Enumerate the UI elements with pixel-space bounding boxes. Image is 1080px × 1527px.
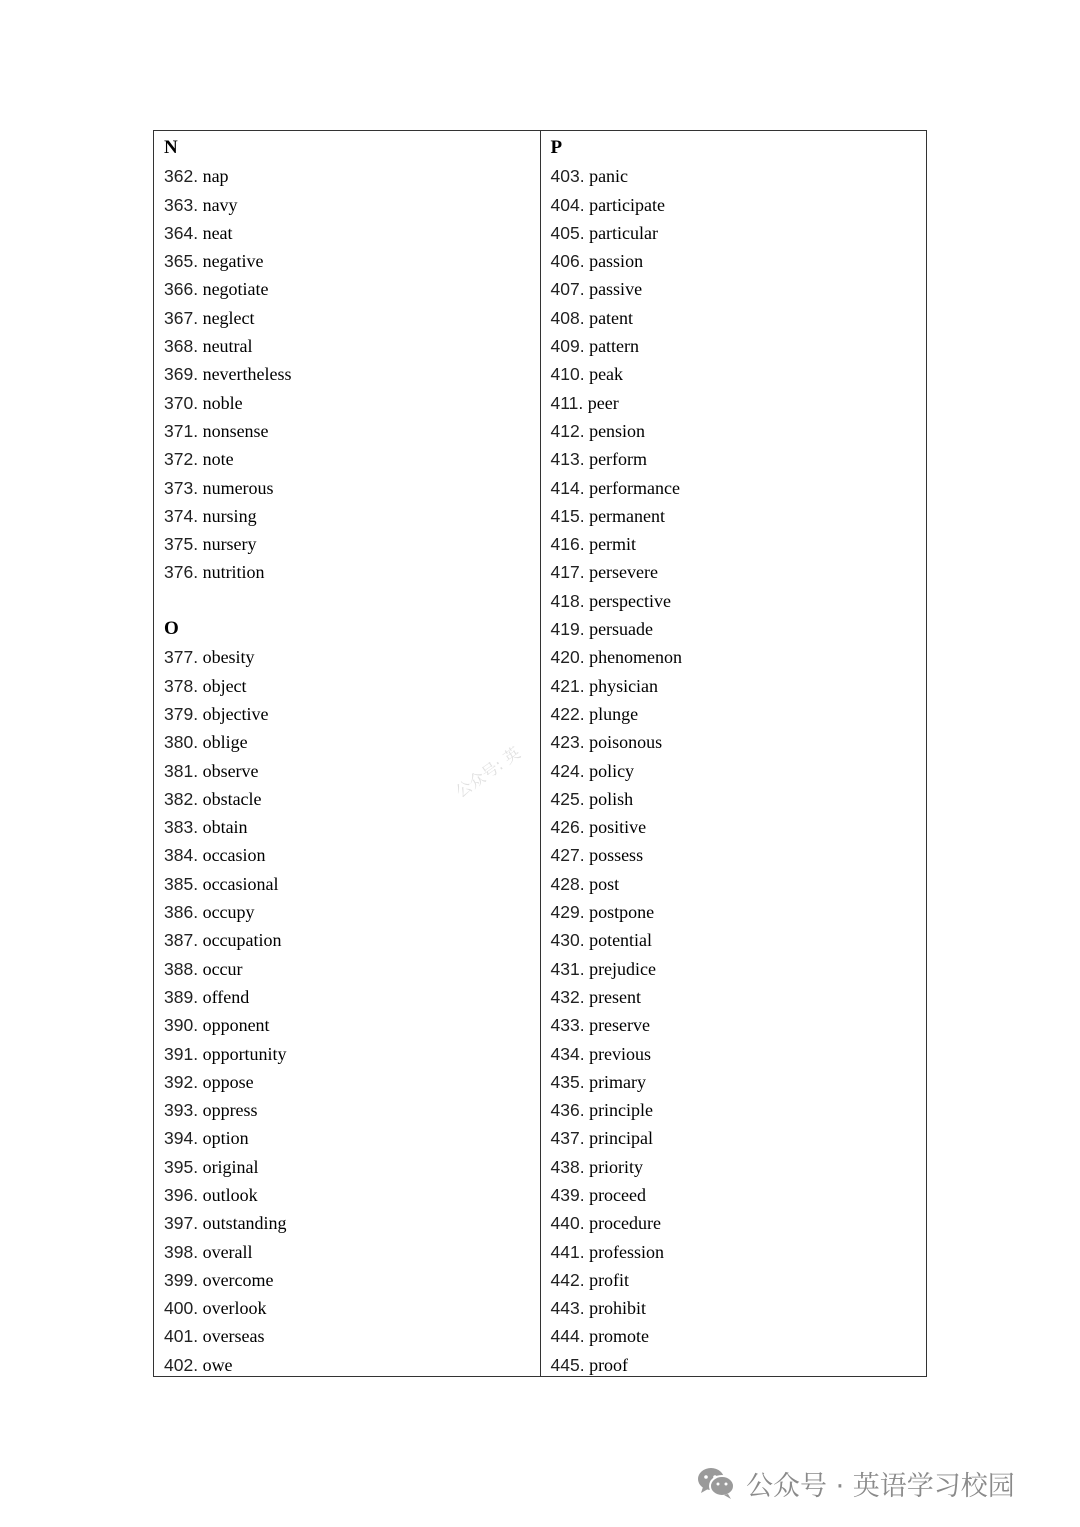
entry-word: navy [202,194,238,215]
vocab-entry [164,728,540,756]
vocab-entry [551,275,927,303]
entry-word: occasion [202,845,266,866]
entry-number: 418. [550,590,585,611]
entry-number: 388. [164,958,199,979]
entry-word: negotiate [202,279,269,300]
entry-number: 409. [550,336,585,357]
vocab-entry [551,332,927,360]
vocab-entry [164,1124,540,1152]
section-spacer [164,587,540,615]
entry-word: negative [202,251,264,272]
entry-number: 393. [164,1100,199,1121]
entry-word: present [589,986,642,1007]
vocab-entry [164,1351,540,1379]
vocab-entry [164,983,540,1011]
entry-word: opponent [202,1015,270,1036]
vocab-entry [164,389,540,417]
entry-number: 438. [550,1156,585,1177]
entry-number: 422. [550,703,585,724]
entry-number: 421. [550,675,585,696]
entry-number: 380. [164,732,199,753]
entry-number: 375. [164,534,199,555]
vocab-entry [164,474,540,502]
entry-number: 406. [550,251,585,272]
entry-number: 396. [164,1184,199,1205]
entry-number: 370. [164,392,199,413]
entry-number: 385. [164,873,199,894]
entry-word: prejudice [589,958,657,979]
entry-word: oppose [202,1071,254,1092]
entry-number: 433. [550,1015,585,1036]
left-column [154,131,541,1376]
entry-number: 426. [550,817,585,838]
vocab-entry [551,360,927,388]
entry-number: 399. [164,1269,199,1290]
entry-word: principle [589,1100,654,1121]
entry-word: patent [589,307,634,328]
entry-number: 430. [550,930,585,951]
entry-number: 373. [164,477,199,498]
vocab-entry [164,1238,540,1266]
entry-word: plunge [589,703,639,724]
vocab-entry [551,445,927,473]
entry-word: polish [589,788,634,809]
entry-number: 435. [550,1071,585,1092]
entry-word: preserve [589,1015,651,1036]
footer-brand-text: 公众号 · 英语学习校园 [746,1470,1015,1502]
entry-word: possess [589,845,644,866]
entry-word: pension [589,420,646,441]
entry-number: 400. [164,1298,199,1319]
vocab-entry [164,191,540,219]
vocab-entry [164,162,540,190]
vocab-entry [551,615,927,643]
entry-word: persuade [589,619,654,640]
entry-word: peer [587,392,619,413]
vocab-entry [551,870,927,898]
vocab-entry [164,417,540,445]
vocab-entry [551,1096,927,1124]
entry-word: primary [589,1071,647,1092]
entry-number: 407. [550,279,585,300]
vocab-entry [164,870,540,898]
vocab-entry [164,1181,540,1209]
entry-number: 434. [550,1043,585,1064]
entry-word: post [589,873,620,894]
entry-number: 428. [550,873,585,894]
entry-number: 395. [164,1156,199,1177]
entry-number: 414. [550,477,585,498]
entry-word: passive [589,279,643,300]
entry-number: 427. [550,845,585,866]
entry-word: offend [202,986,250,1007]
vocab-entry [551,474,927,502]
entry-word: perform [589,449,648,470]
entry-number: 424. [550,760,585,781]
entry-word: nap [202,166,229,187]
vocab-entry [164,700,540,728]
vocab-entry [551,417,927,445]
vocab-entry [551,926,927,954]
entry-word: performance [589,477,681,498]
vocab-entry [551,191,927,219]
entry-word: occupy [202,902,255,923]
entry-word: option [202,1128,249,1149]
entry-number: 372. [164,449,199,470]
vocab-entry [164,898,540,926]
entry-number: 408. [550,307,585,328]
entry-number: 410. [550,364,585,385]
vocab-entry [164,1209,540,1237]
entry-number: 405. [550,222,585,243]
entry-number: 429. [550,902,585,923]
entry-number: 443. [550,1298,585,1319]
entry-word: phenomenon [589,647,683,668]
footer-brand [696,1463,1015,1503]
vocab-entry [551,219,927,247]
entry-number: 436. [550,1100,585,1121]
entry-word: occasional [202,873,279,894]
entry-word: postpone [589,902,655,923]
entry-number: 431. [550,958,585,979]
entry-number: 390. [164,1015,199,1036]
entry-word: perspective [589,590,672,611]
entry-number: 392. [164,1071,199,1092]
vocab-entry [551,389,927,417]
entry-word: profession [589,1241,665,1262]
entry-word: nutrition [202,562,265,583]
vocab-entry [551,1040,927,1068]
entry-word: permanent [589,505,666,526]
vocab-entry [551,1068,927,1096]
entry-word: nursery [202,534,257,555]
vocab-entry [164,530,540,558]
entry-number: 387. [164,930,199,951]
vocab-entry [551,1294,927,1322]
vocab-entry [164,1153,540,1181]
vocab-entry [551,587,927,615]
entry-word: occupation [202,930,282,951]
vocab-entry [164,304,540,332]
entry-word: persevere [589,562,659,583]
entry-number: 425. [550,788,585,809]
entry-word: obstacle [202,788,262,809]
entry-number: 365. [164,251,199,272]
entry-number: 382. [164,788,199,809]
entry-word: poisonous [589,732,663,753]
entry-word: procedure [589,1213,662,1234]
entry-word: profit [589,1269,630,1290]
entry-number: 389. [164,986,199,1007]
vocab-entry [164,247,540,275]
entry-number: 444. [550,1326,585,1347]
entry-number: 384. [164,845,199,866]
vocab-entry [551,530,927,558]
entry-number: 402. [164,1354,199,1375]
vocab-entry [551,841,927,869]
entry-word: neat [202,222,233,243]
entry-word: potential [589,930,653,951]
entry-number: 419. [550,619,585,640]
entry-number: 420. [550,647,585,668]
entry-word: outstanding [202,1213,287,1234]
vocab-entry [164,1266,540,1294]
vocab-entry [551,1124,927,1152]
entry-number: 403. [550,166,585,187]
vocab-entry [551,785,927,813]
entry-word: neglect [202,307,255,328]
entry-word: observe [202,760,259,781]
vocab-entry [164,955,540,983]
entry-number: 442. [550,1269,585,1290]
entry-number: 374. [164,505,199,526]
vocab-entry [164,926,540,954]
vocab-entry [551,983,927,1011]
entry-number: 364. [164,222,199,243]
vocab-entry [551,1351,927,1379]
entry-word: priority [589,1156,644,1177]
entry-word: particular [589,222,659,243]
vocab-entry [164,332,540,360]
entry-word: proceed [589,1184,647,1205]
section-heading-o: O [164,618,179,640]
entry-number: 376. [164,562,199,583]
entry-number: 377. [164,647,199,668]
entry-word: pattern [589,336,640,357]
entry-number: 417. [550,562,585,583]
entry-word: objective [202,703,269,724]
entry-word: occur [202,958,243,979]
entry-number: 440. [550,1213,585,1234]
entry-number: 439. [550,1184,585,1205]
entry-word: overcome [202,1269,274,1290]
vocab-entry [551,502,927,530]
vocab-entry [551,1153,927,1181]
vocab-entry [164,841,540,869]
entry-word: oblige [202,732,248,753]
entry-word: passion [589,251,644,272]
entry-number: 378. [164,675,199,696]
entry-number: 366. [164,279,199,300]
entry-word: owe [202,1354,233,1375]
vocab-entry [551,728,927,756]
vocab-entry [164,558,540,586]
vocab-entry [164,813,540,841]
vocab-entry [551,1011,927,1039]
entry-number: 362. [164,166,199,187]
vocab-entry [551,247,927,275]
entry-word: obesity [202,647,255,668]
entry-word: obtain [202,817,248,838]
vocab-entry [551,700,927,728]
vocab-entry [551,898,927,926]
entry-word: positive [589,817,647,838]
entry-number: 413. [550,449,585,470]
entry-word: panic [589,166,629,187]
watermark: 公众号: 英 [451,743,524,802]
entry-word: nursing [202,505,257,526]
entry-word: prohibit [589,1298,647,1319]
entry-word: physician [589,675,659,696]
vocab-entry [551,1322,927,1350]
entry-number: 423. [550,732,585,753]
entry-word: promote [589,1326,650,1347]
vocab-entry [164,672,540,700]
entry-word: policy [589,760,635,781]
entry-number: 441. [550,1241,585,1262]
entry-number: 383. [164,817,199,838]
vocab-entry [551,1181,927,1209]
vocab-entry [164,219,540,247]
entry-number: 412. [550,420,585,441]
vocab-entry [551,643,927,671]
entry-number: 381. [164,760,199,781]
entry-number: 398. [164,1241,199,1262]
vocab-entry [164,785,540,813]
entry-number: 367. [164,307,199,328]
entry-number: 415. [550,505,585,526]
entry-word: overlook [202,1298,267,1319]
vocab-entry [164,1322,540,1350]
entry-number: 369. [164,364,199,385]
entry-word: peak [589,364,624,385]
entry-number: 379. [164,703,199,724]
vocab-entry [551,813,927,841]
entry-number: 437. [550,1128,585,1149]
vocab-entry [551,558,927,586]
entry-word: proof [589,1354,629,1375]
entry-number: 368. [164,336,199,357]
entry-word: object [202,675,247,696]
entry-number: 432. [550,986,585,1007]
entry-word: nevertheless [202,364,292,385]
entry-word: participate [589,194,666,215]
vocab-entry [551,955,927,983]
entry-number: 416. [550,534,585,555]
entry-word: principal [589,1128,654,1149]
vocab-entry [551,1209,927,1237]
vocab-table [153,130,927,1377]
section-heading-p: P [550,137,563,158]
vocab-entry [551,1238,927,1266]
vocab-entry [164,1011,540,1039]
entry-number: 391. [164,1043,199,1064]
entry-number: 394. [164,1128,199,1149]
entry-number: 397. [164,1213,199,1234]
vocab-entry [551,672,927,700]
vocab-entry [164,643,540,671]
entry-word: opportunity [202,1043,287,1064]
vocab-entry [164,360,540,388]
vocab-entry [164,1294,540,1322]
entry-word: outlook [202,1184,258,1205]
vocab-entry [551,304,927,332]
entry-word: permit [589,534,637,555]
entry-word: noble [202,392,243,413]
vocab-entry [551,162,927,190]
entry-word: note [202,449,234,470]
vocab-entry [164,1068,540,1096]
entry-number: 411. [550,392,584,413]
entry-word: numerous [202,477,274,498]
entry-word: neutral [202,336,253,357]
entry-number: 404. [550,194,585,215]
vocab-entry [551,1266,927,1294]
vocab-entry [164,1040,540,1068]
entry-number: 386. [164,902,199,923]
vocab-entry [164,275,540,303]
entry-word: overseas [202,1326,265,1347]
vocab-entry [551,757,927,785]
vocab-entry [164,445,540,473]
vocab-entry [164,1096,540,1124]
entry-word: nonsense [202,420,269,441]
wechat-icon [696,1466,736,1500]
entry-number: 401. [164,1326,199,1347]
entry-word: previous [589,1043,652,1064]
section-heading-n: N [164,137,178,158]
entry-word: original [202,1156,259,1177]
vocab-entry [164,502,540,530]
entry-number: 445. [550,1354,585,1375]
entry-word: overall [202,1241,253,1262]
right-column [541,131,927,1376]
entry-number: 363. [164,194,199,215]
entry-word: oppress [202,1100,258,1121]
entry-number: 371. [164,420,199,441]
